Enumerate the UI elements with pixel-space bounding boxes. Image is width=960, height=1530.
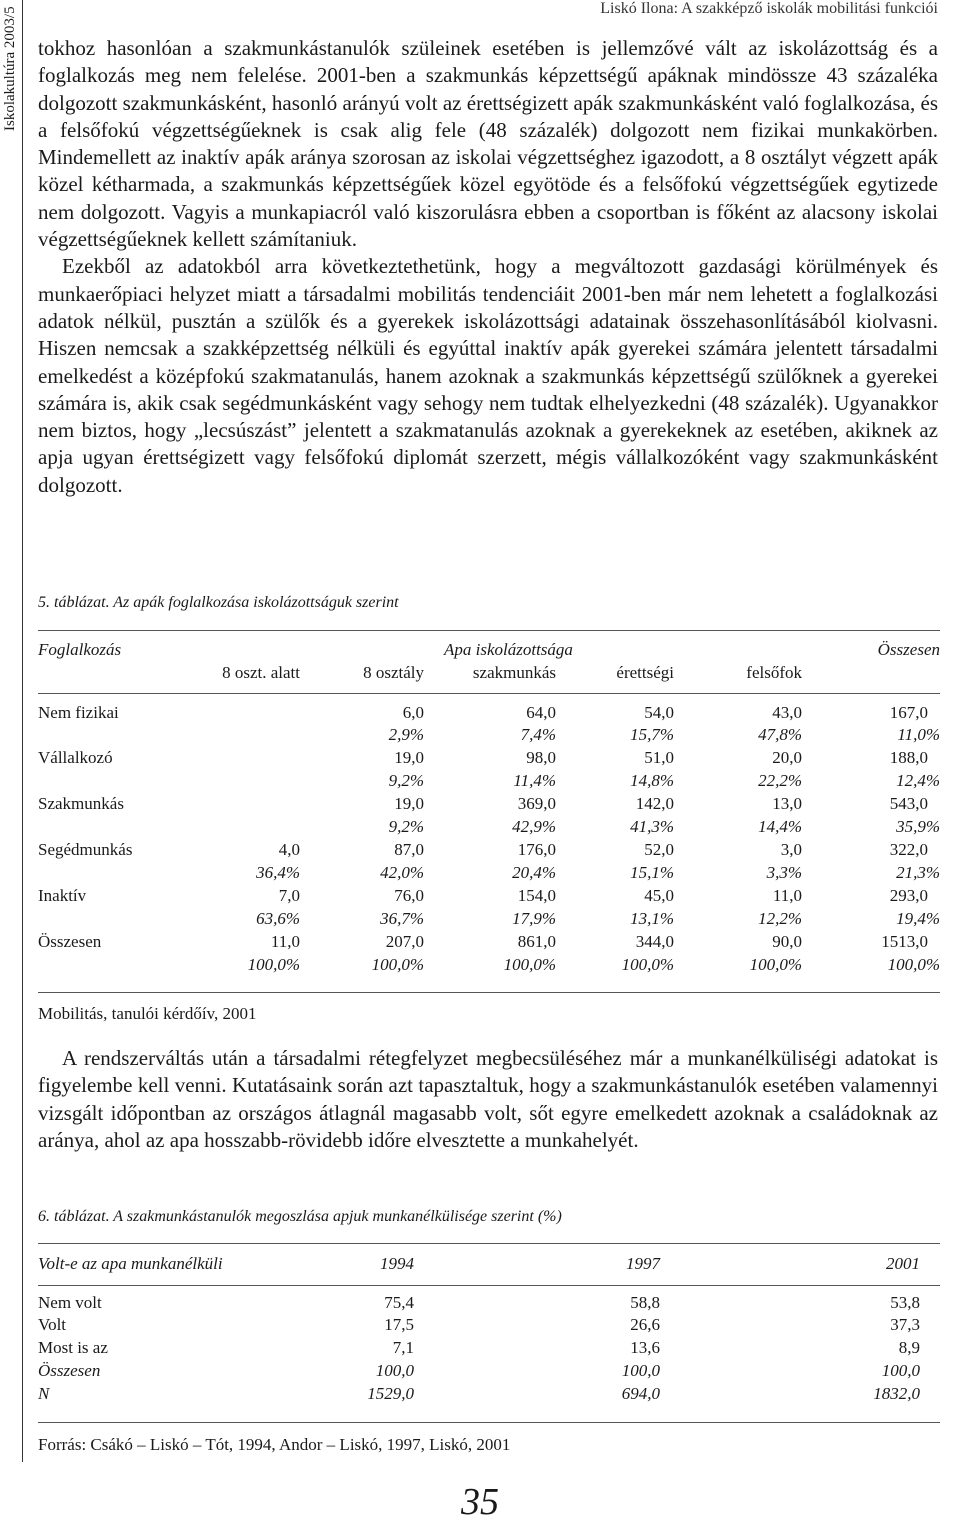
table5-row-counts: [38, 884, 940, 907]
table5-cell-count: 19,0: [394, 793, 424, 813]
table5-col-header: felsőfok: [746, 663, 802, 682]
table5-head-group: Apa iskolázottsága: [444, 639, 573, 659]
table5-cell-count: 7,0: [278, 885, 300, 905]
table5-cell-count: 6,0: [402, 703, 424, 722]
table5-cell-count: 52,0: [644, 839, 674, 859]
table6-cell: 17,5: [384, 1314, 414, 1334]
table5-cell-count: 1513,0: [881, 931, 928, 951]
table5-cell-count: 11,0: [772, 885, 802, 905]
table5-cell-percent: 100,0%: [749, 954, 802, 974]
table5-col-header: 8 oszt. alatt: [222, 663, 300, 682]
table5-source: Mobilitás, tanulói kérdőív, 2001: [38, 1004, 257, 1023]
table6-cell: 58,8: [630, 1293, 660, 1312]
table6-source: Forrás: Csákó – Liskó – Tót, 1994, Andor – Liskó, 1997, Liskó, 2001: [38, 1435, 511, 1454]
table5-cell-percent: 14,8%: [630, 770, 674, 790]
table5-row-percent: [38, 815, 940, 838]
table5-row-label: Segédmunkás: [38, 839, 133, 859]
table5-cell-count: 45,0: [644, 885, 674, 905]
table5-cell-percent: 100,0%: [621, 954, 674, 974]
table5-cell-count: 13,0: [772, 793, 802, 813]
table5-col-header: érettségi: [616, 663, 674, 682]
table6-cell: 1529,0: [367, 1383, 414, 1403]
paragraph-3: A rendszerváltás után a társadalmi rétegfelyzet megbecsüléséhez már a munkanélküliségi adatokat is figyelembe kell venni. Kutatásaink során azt tapasztaltuk, hogy a szakmunkástanulók esetében valamennyi vizsgált időpontban az országos átlagnál magasabb volt, sőt egyre emelkedett azoknak a családoknak az aránya, ahol az apa hosszabb-rövidebb időre elvesztette a munkahelyét.: [38, 1046, 938, 1152]
table5-row-percent: [38, 769, 940, 792]
table5-cell-count: 4,0: [278, 839, 300, 859]
table5-cell-count: 188,0: [889, 747, 928, 767]
table5-cell-percent: 12,4%: [896, 770, 940, 790]
table5-cell-percent: 9,2%: [388, 816, 424, 836]
table6-head-year: 1997: [626, 1254, 660, 1273]
table5-row-label: Szakmunkás: [38, 793, 124, 813]
table5-row-counts: [38, 930, 940, 953]
table6-row-label: Összesen: [38, 1360, 101, 1380]
table5-cell-percent: 7,4%: [520, 724, 556, 744]
table5-cell-count: 3,0: [780, 839, 802, 859]
table6-row-label: Volt: [38, 1314, 67, 1334]
journal-label: Iskolakultúra 2003/5: [2, 6, 18, 131]
table5-cell-percent: 35,9%: [896, 816, 940, 836]
table5-cell-count: 142,0: [635, 793, 674, 813]
table5-cell-percent: 12,2%: [758, 908, 802, 928]
table6-top-rule: [38, 1243, 940, 1244]
table5-row-counts: [38, 746, 940, 769]
table5-cell-percent: 47,8%: [758, 724, 802, 744]
table5-row-percent: [38, 861, 940, 884]
table5-row-counts: [38, 838, 940, 861]
table6-cell: 13,6: [630, 1337, 660, 1357]
table5-cell-count: 87,0: [394, 839, 424, 859]
table5-row-percent: [38, 723, 940, 746]
table5-cell-percent: 11,0%: [897, 724, 940, 744]
table5-cell-count: 54,0: [644, 703, 674, 722]
table6-bottom-rule: [38, 1422, 940, 1423]
table5-cell-count: 43,0: [772, 703, 802, 722]
table6-row-label: N: [38, 1383, 50, 1403]
table6-cell: 100,0: [881, 1360, 920, 1380]
table5-row-percent: [38, 907, 940, 930]
table5-cell-percent: [188, 769, 300, 792]
table5-cell-count: [188, 746, 300, 769]
paragraph-2: Ezekből az adatokból arra következtethetünk, hogy a megváltozott gazdasági körülmények és munkaerőpiaci helyzet miatt a társadalmi mobilitás tendenciáit 2001-ben már nem lehetett a foglalkozási adatok nélkül, pusztán a szülők és a gyerekek iskolázottsági adatainak összehasonlításából kiolvasni. Hiszen nemcsak a szakképzettség nélküli és egyúttal inaktív apák gyerekei számára jelentett társadalmi emelkedést a középfokú szakmatanulás, hanem azoknak a szakmunkás képzettségű szülőknek a gyerekei számára is, akik csak segédmunkásként vagy sehogy nem tudtak elhelyezkedni (48 százalék). Ugyanakkor nem biztos, hogy „lecsúszást” jelentett a szakmatanulás azoknak a gyerekeknek az esetében, akiknek az apja ugyan érettségizett vagy felsőfokú diplomát szerzett, mégis vállalkozóként vagy szakmunkásként dolgozott.: [38, 254, 938, 497]
table5-bottom-rule: [38, 992, 940, 993]
table5-cell-count: 76,0: [394, 885, 424, 905]
table5-col-header: 8 osztály: [363, 663, 424, 682]
table6-head-year: 1994: [380, 1254, 414, 1273]
table6-head-year: 2001: [886, 1254, 920, 1273]
table6-cell: 8,9: [898, 1337, 920, 1357]
table6: [38, 1252, 920, 1405]
table6-cell: 37,3: [890, 1314, 920, 1334]
table5-cell-percent: 42,0%: [380, 862, 424, 882]
sidebar-rule: [0, 0, 23, 1462]
table5-cell-percent: 2,9%: [388, 724, 424, 744]
table5-head-total: Összesen: [877, 639, 940, 659]
table5-row-label: Inaktív: [38, 885, 87, 905]
table5-cell-percent: 36,7%: [380, 908, 424, 928]
table5-top-rule: [38, 630, 940, 631]
table5-cell-percent: 20,4%: [512, 862, 556, 882]
table6-row: [38, 1336, 920, 1359]
table5-cell-count: 861,0: [517, 931, 556, 951]
table5-row-percent: [38, 953, 940, 976]
table5-cell-percent: 100,0%: [247, 954, 300, 974]
table5: [38, 638, 940, 976]
table6-caption: 6. táblázat. A szakmunkástanulók megoszlása apjuk munkanélkülisége szerint (%): [38, 1208, 562, 1225]
table5-cell-count: 167,0: [889, 703, 928, 722]
table5-cell-percent: 22,2%: [758, 770, 802, 790]
table6-row: [38, 1276, 920, 1313]
table5-cell-percent: 11,4%: [513, 770, 556, 790]
table6-row-label: Nem volt: [38, 1293, 102, 1312]
table6-row-label: Most is az: [38, 1337, 108, 1357]
table6-cell: 694,0: [621, 1383, 660, 1403]
table5-cell-percent: 17,9%: [512, 908, 556, 928]
paragraph-1: tokhoz hasonlóan a szakmunkástanulók szüleinek esetében is jellemzővé vált az iskolázottság és a foglalkozás meg nem felelése. 2001-ben a szakmunkás képzettségű apáknak mindössze 43 százaléka dolgozott szakmunkásként, hasonló arányú volt az érettségizett apák szakmunkásként való foglalkozása, és a felsőfokú végzettségűeknek is csak alig fele (48 százalék) dolgozott nem fizikai munkakörben. Mindemellett az inaktív apák aránya szorosan az iskolai végzettséghez igazodott, a 8 osztályt végzett apák közel kétharmada, a szakmunkás képzettségűek közel egyötöde és a felsőfokú végzettségűek egytizede nem dolgozott. Vagyis a munkapiacról való kiszorulásra ebben a csoportban is főként az alacsony iskolai végzettségűeknek kellett számítaniuk.: [38, 36, 938, 252]
table5-col-header: szakmunkás: [472, 663, 556, 682]
table6-cell: 53,8: [890, 1293, 920, 1312]
table5-cell-count: 64,0: [526, 703, 556, 722]
table6-cell: 100,0: [621, 1360, 660, 1380]
table5-header-rule: [38, 693, 940, 694]
table6-cell: 100,0: [375, 1360, 414, 1380]
table5-cell-count: 51,0: [644, 747, 674, 767]
table6-header-rule: [38, 1285, 940, 1286]
table6-cell: 7,1: [392, 1337, 414, 1357]
table5-row-label: Vállalkozó: [38, 747, 113, 767]
body-text-top: [38, 35, 938, 499]
table5-cell-count: 176,0: [517, 839, 556, 859]
table5-cell-percent: 19,4%: [896, 908, 940, 928]
table5-cell-percent: 21,3%: [896, 862, 940, 882]
page-number: 35: [461, 1481, 499, 1523]
table6-row: [38, 1382, 920, 1405]
table5-cell-percent: 15,7%: [630, 724, 674, 744]
table5-row-label: Nem fizikai: [38, 703, 119, 722]
table5-cell-count: 344,0: [635, 931, 674, 951]
table5-cell-count: 90,0: [772, 931, 802, 951]
table5-cell-count: 293,0: [889, 885, 928, 905]
table5-cell-percent: 42,9%: [512, 816, 556, 836]
table5-row-label: Összesen: [38, 931, 102, 951]
table6-cell: 26,6: [630, 1314, 660, 1334]
table5-cell-count: 322,0: [889, 839, 928, 859]
table5-cell-count: [188, 685, 300, 723]
table5-cell-count: [188, 792, 300, 815]
table6-row: [38, 1313, 920, 1336]
table5-cell-percent: [188, 723, 300, 746]
table5-cell-percent: 41,3%: [630, 816, 674, 836]
table5-cell-percent: 3,3%: [766, 862, 802, 882]
table5-cell-percent: 14,4%: [758, 816, 802, 836]
table6-cell: 75,4: [384, 1293, 414, 1312]
table5-cell-count: 369,0: [517, 793, 556, 813]
running-head: Liskó Ilona: A szakképző iskolák mobilitási funkciói: [600, 0, 938, 17]
table5-cell-count: 207,0: [385, 931, 424, 951]
table5-cell-percent: 100,0%: [371, 954, 424, 974]
table5-cell-percent: 100,0%: [503, 954, 556, 974]
table5-cell-percent: 100,0%: [887, 954, 940, 974]
table5-row-counts: [38, 685, 940, 723]
table5-cell-percent: 15,1%: [630, 862, 674, 882]
table5-cell-percent: 63,6%: [256, 908, 300, 928]
table5-cell-count: 20,0: [772, 747, 802, 767]
table5-cell-percent: [188, 815, 300, 838]
table5-cell-percent: 9,2%: [388, 770, 424, 790]
table5-cell-count: 154,0: [517, 885, 556, 905]
table5-cell-percent: 13,1%: [630, 908, 674, 928]
table5-cell-count: 98,0: [526, 747, 556, 767]
table5-cell-count: 19,0: [394, 747, 424, 767]
table6-row: [38, 1359, 920, 1382]
table5-head-occupation: Foglalkozás: [38, 639, 122, 659]
table6-cell: 1832,0: [873, 1383, 920, 1403]
table5-caption: 5. táblázat. Az apák foglalkozása iskolázottságuk szerint: [38, 594, 399, 611]
table6-head-label: Volt-e az apa munkanélküli: [38, 1254, 223, 1273]
table5-cell-count: 11,0: [270, 931, 300, 951]
table5-cell-count: 543,0: [889, 793, 928, 813]
table5-row-counts: [38, 792, 940, 815]
table5-cell-percent: 36,4%: [256, 862, 300, 882]
